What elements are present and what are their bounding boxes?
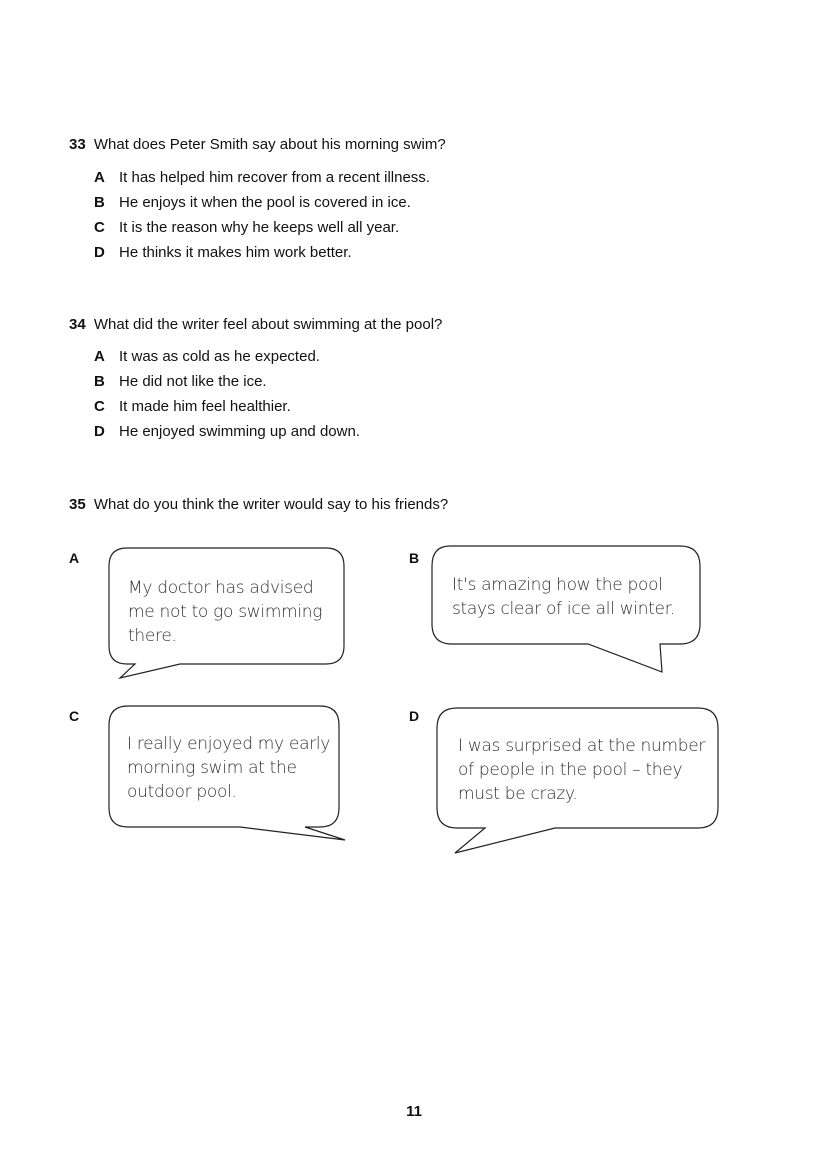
bubble-text-b: It's amazing how the pool stays clear of ice all winter. bbox=[452, 575, 675, 619]
question-number: 34 bbox=[69, 316, 86, 333]
option-34-b[interactable]: B He did not like the ice. bbox=[94, 373, 267, 390]
option-33-c[interactable]: C It is the reason why he keeps well all year. bbox=[94, 219, 400, 236]
option-34-a[interactable]: A It was as cold as he expected. bbox=[94, 348, 320, 365]
bubble-text-c: I really enjoyed my early morning swim at the outdoor pool. bbox=[127, 734, 331, 802]
bubble-text-d: I was surprised at the number of people in the pool – they must be crazy. bbox=[458, 736, 706, 804]
question-number: 33 bbox=[69, 136, 86, 153]
bubble-label-b[interactable]: B bbox=[409, 550, 420, 566]
option-33-d[interactable]: D He thinks it makes him work better. bbox=[94, 244, 352, 261]
option-33-b[interactable]: B He enjoys it when the pool is covered in ice. bbox=[94, 194, 411, 211]
option-33-a[interactable]: A It has helped him recover from a recent illness. bbox=[94, 169, 430, 186]
page-number: 11 bbox=[406, 1103, 422, 1120]
question-text: What did the writer feel about swimming at the pool? bbox=[93, 316, 443, 333]
bubble-text-a: My doctor has advised me not to go swimming there. bbox=[128, 578, 323, 646]
question-text: What does Peter Smith say about his morning swim? bbox=[93, 136, 446, 153]
question-text: What do you think the writer would say to his friends? bbox=[93, 496, 449, 513]
bubble-label-c[interactable]: C bbox=[69, 708, 80, 724]
question-number: 35 bbox=[69, 496, 86, 513]
bubble-label-d[interactable]: D bbox=[409, 708, 420, 724]
bubble-label-a[interactable]: A bbox=[69, 550, 80, 566]
option-34-c[interactable]: C It made him feel healthier. bbox=[94, 398, 291, 415]
option-34-d[interactable]: D He enjoyed swimming up and down. bbox=[94, 423, 360, 440]
